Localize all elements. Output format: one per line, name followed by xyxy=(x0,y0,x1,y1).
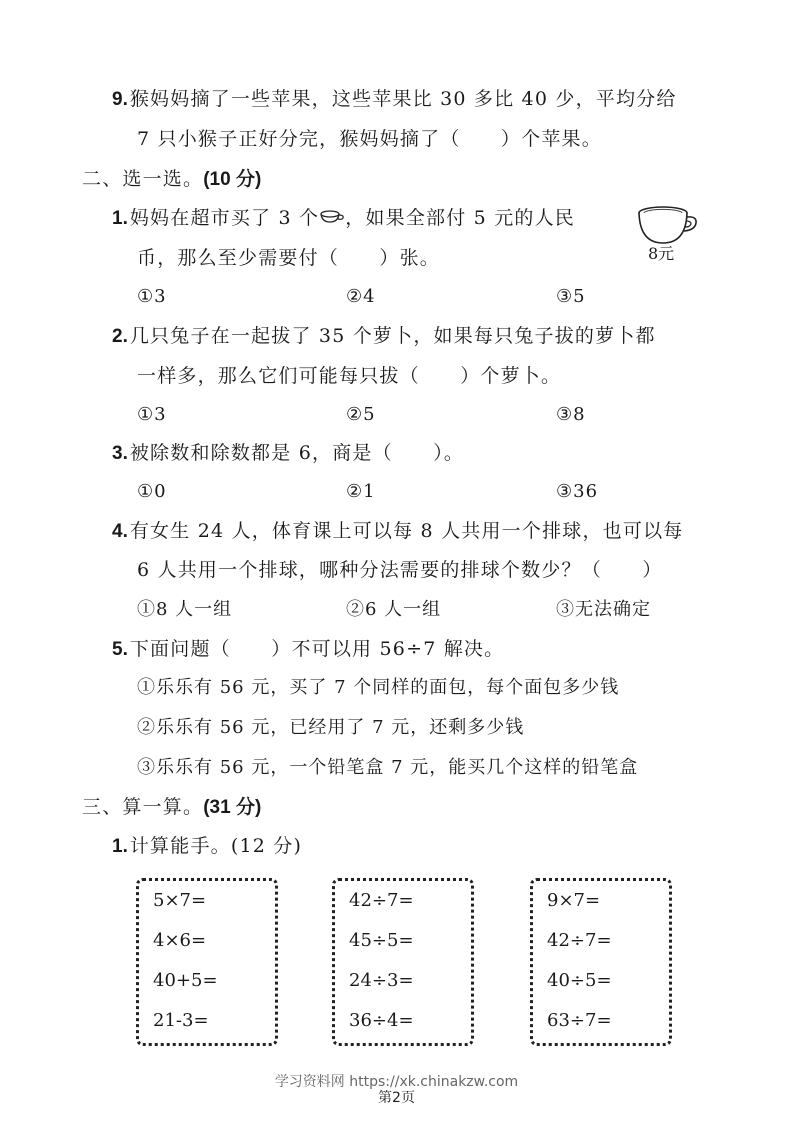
section-3-header: 三、算一算。(31 分) xyxy=(82,796,262,818)
calc-item: 45÷5= xyxy=(349,930,414,951)
calc-item: 9×7= xyxy=(547,890,601,911)
s2q5-option-1: ①乐乐有 56 元，买了 7 个同样的面包，每个面包多少钱 xyxy=(137,677,620,698)
calc-box-1 xyxy=(136,878,278,1046)
calc-item: 40+5= xyxy=(153,970,218,991)
cup-price: 8元 xyxy=(648,244,675,263)
s2q5-option-3: ③乐乐有 56 元，一个铅笔盒 7 元，能买几个这样的铅笔盒 xyxy=(137,757,639,778)
calc-item: 42÷7= xyxy=(349,890,414,911)
s2q4-option-1: ①8 人一组 xyxy=(137,599,233,620)
s2q3-line1: 3. 被除数和除数都是 6，商是（ ）。 xyxy=(112,442,465,464)
section-2-header: 二、选一选。(10 分) xyxy=(82,168,262,190)
calc-item: 40÷5= xyxy=(547,970,612,991)
calc-item: 5×7= xyxy=(153,890,207,911)
s3q1-line1: 1. 计算能手。(12 分) xyxy=(112,835,303,857)
s2q1-option-3: ③5 xyxy=(556,286,586,307)
calc-box-2 xyxy=(332,878,474,1046)
s2q3-option-3: ③36 xyxy=(556,481,599,502)
s2q4-option-2: ②6 人一组 xyxy=(346,599,442,620)
cup-icon xyxy=(319,209,345,225)
s2q2-option-1: ①3 xyxy=(137,404,167,425)
q9-line1: 9. 猴妈妈摘了一些苹果，这些苹果比 30 多比 40 少，平均分给 xyxy=(112,88,677,110)
s2q3-option-2: ②1 xyxy=(346,481,376,502)
calc-item: 21-3= xyxy=(153,1010,209,1031)
cup-illustration xyxy=(635,203,699,247)
s2q2-option-2: ②5 xyxy=(346,404,376,425)
s2q1-line2: 币，那么至少需要付（ ）张。 xyxy=(137,247,441,269)
calc-item: 36÷4= xyxy=(349,1010,414,1031)
s2q5-line1: 5. 下面问题（ ）不可以用 56÷7 解决。 xyxy=(112,638,505,660)
calc-item: 4×6= xyxy=(153,930,207,951)
s2q1-option-2: ②4 xyxy=(346,286,376,307)
s2q2-line2: 一样多，那么它们可能每只拔（ ）个萝卜。 xyxy=(137,365,562,387)
page-footer xyxy=(0,1071,793,1107)
calc-item: 63÷7= xyxy=(547,1010,612,1031)
s2q2-option-3: ③8 xyxy=(556,404,586,425)
q9-line2: 7 只小猴子正好分完，猴妈妈摘了（ ）个苹果。 xyxy=(137,128,602,150)
s2q3-option-1: ①0 xyxy=(137,481,167,502)
s2q4-line1: 4. 有女生 24 人，体育课上可以每 8 人共用一个排球，也可以每 xyxy=(112,520,684,542)
s2q1-line1: 1. 妈妈在超市买了 3 个 ，如果全部付 5 元的人民 xyxy=(112,207,576,229)
s2q4-option-3: ③无法确定 xyxy=(556,599,651,620)
s2q4-line2: 6 人共用一个排球，哪种分法需要的排球个数少？（ ） xyxy=(137,559,663,581)
s2q2-line1: 2. 几只兔子在一起拔了 35 个萝卜，如果每只兔子拔的萝卜都 xyxy=(112,325,656,347)
calc-box-3 xyxy=(530,878,672,1046)
page-number: 第2页 xyxy=(378,1090,415,1106)
calc-item: 42÷7= xyxy=(547,930,612,951)
q9-number: 9. xyxy=(112,89,128,110)
s2q5-option-2: ②乐乐有 56 元，已经用了 7 元，还剩多少钱 xyxy=(137,717,525,738)
calc-item: 24÷3= xyxy=(349,970,414,991)
watermark-text: 学习资料网 https://xk.chinakzw.com xyxy=(274,1074,519,1090)
s2q1-option-1: ①3 xyxy=(137,286,167,307)
